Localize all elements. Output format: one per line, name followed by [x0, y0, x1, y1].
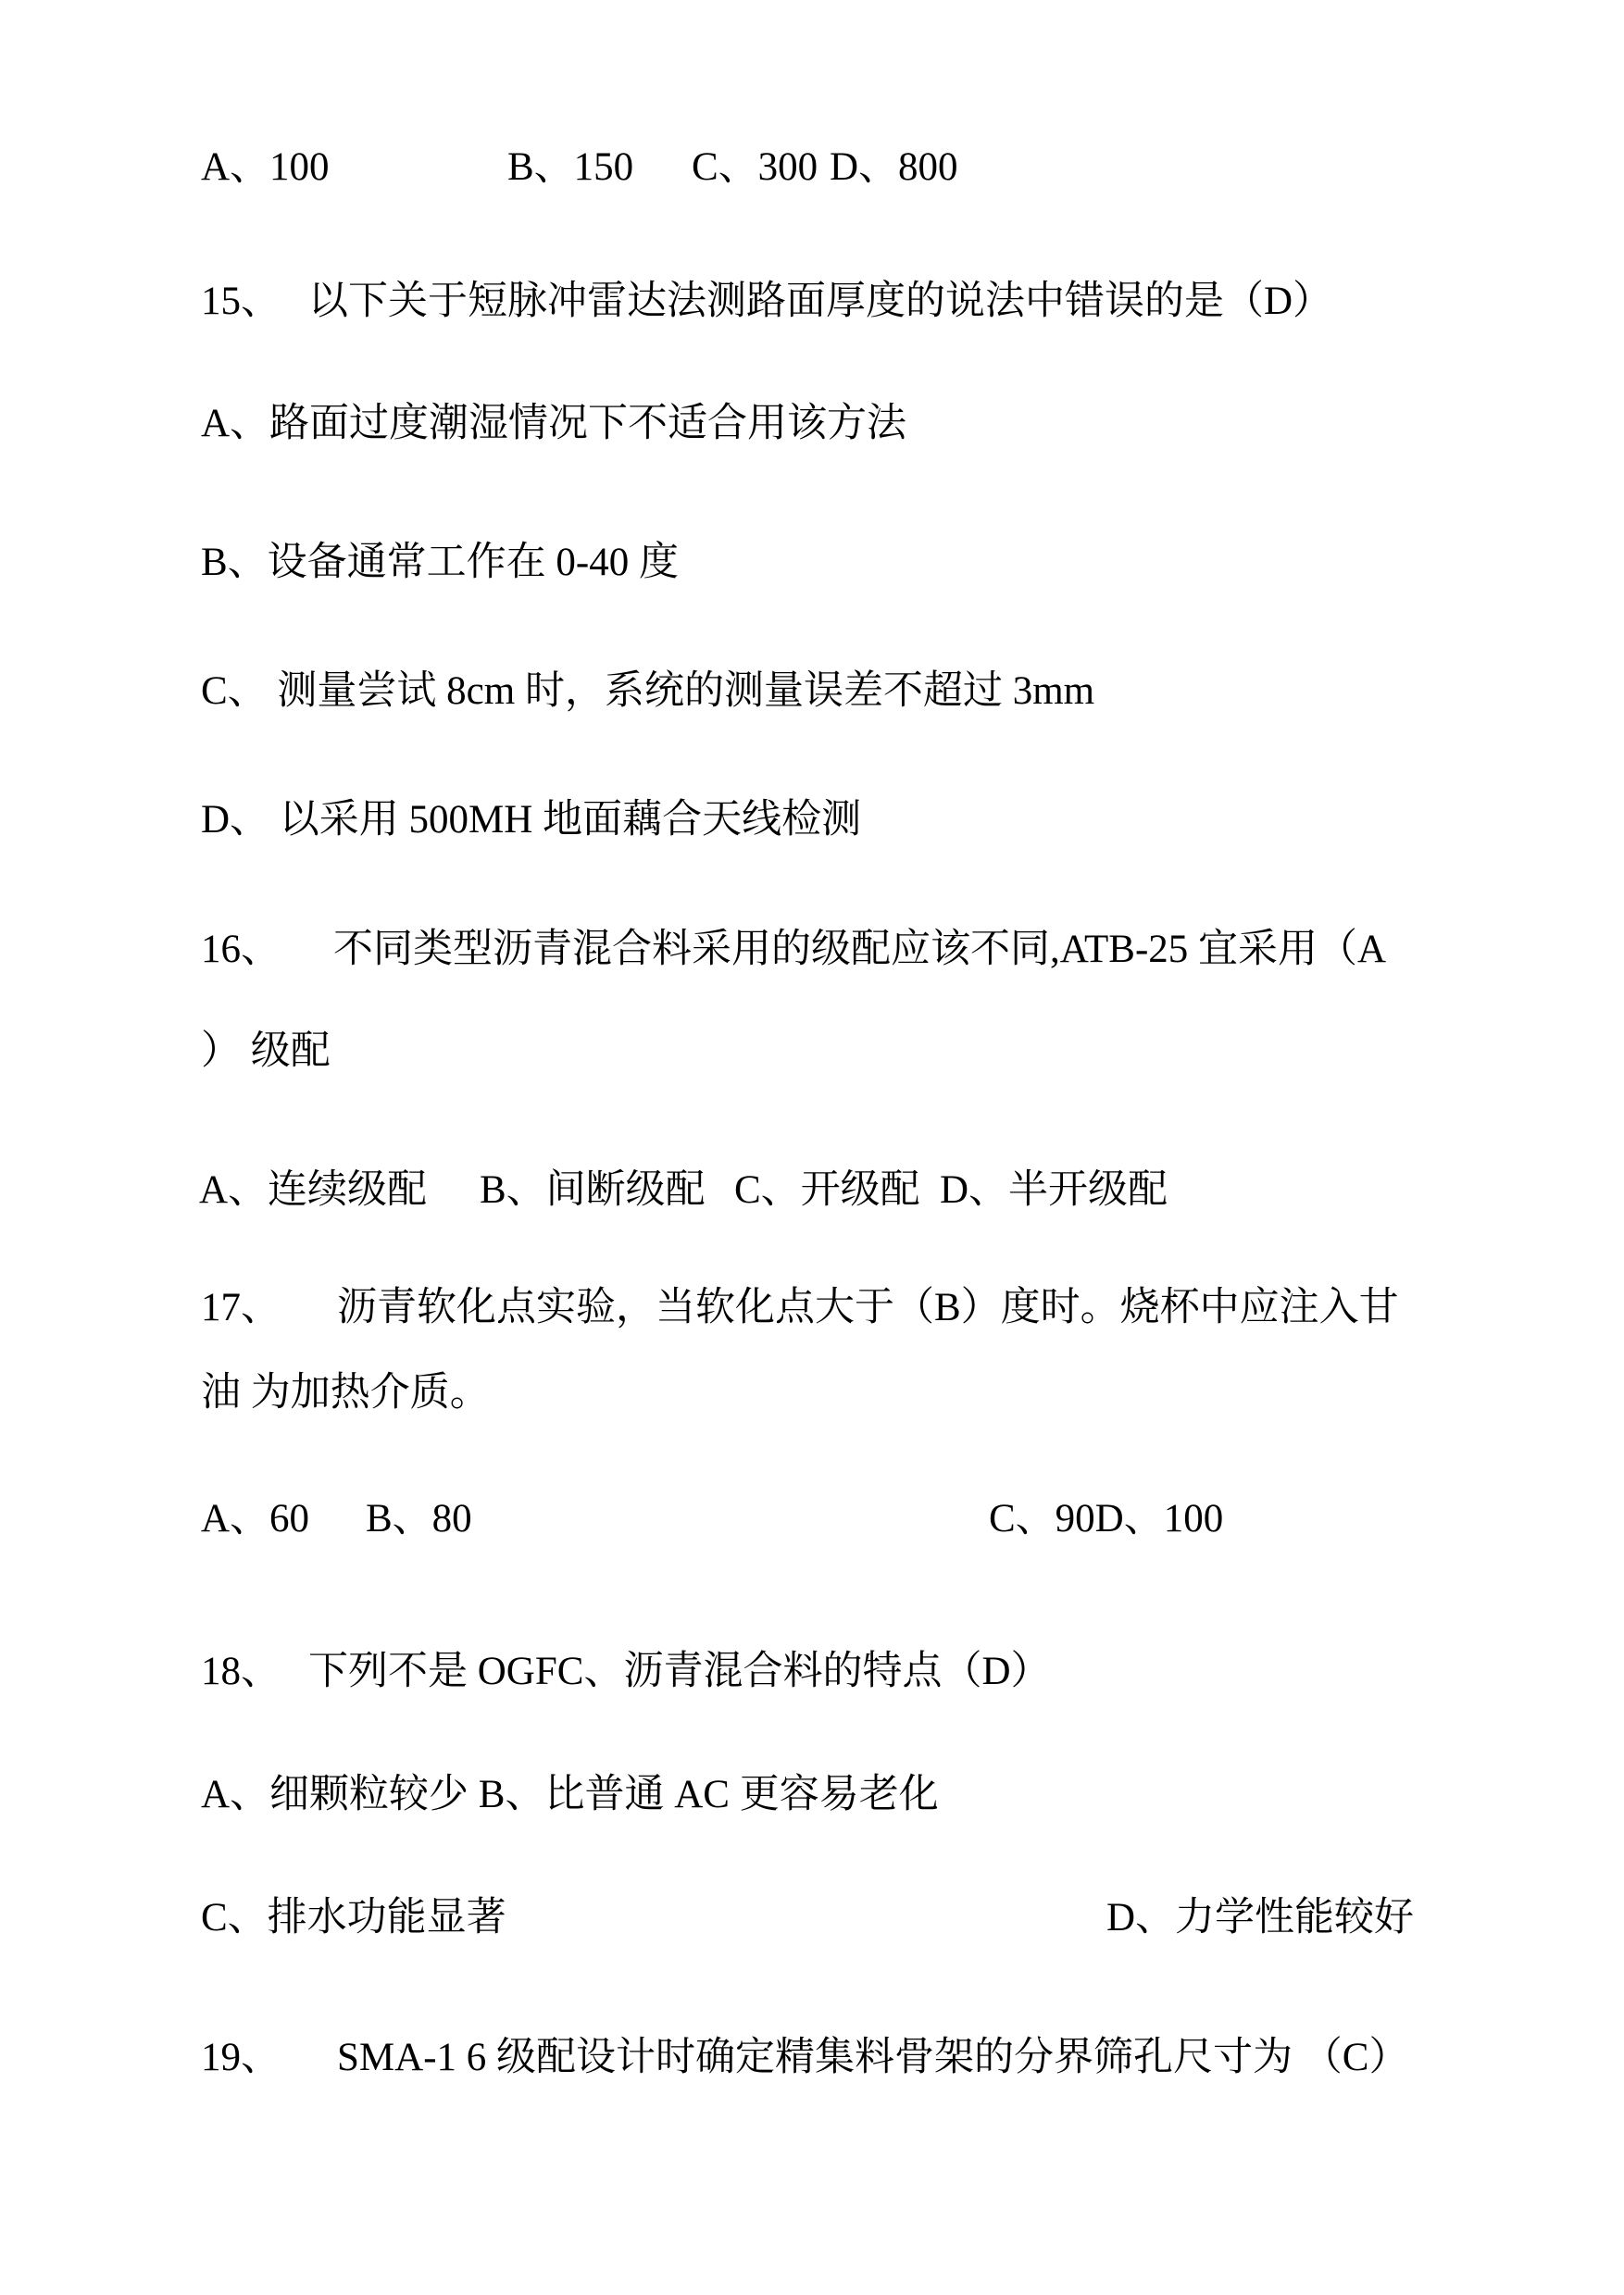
q17-stem-line1: 沥青软化点实验，当软化点大于（B）度时。烧杯中应注入甘: [337, 1286, 1399, 1329]
q18-stem: 下列不是 OGFC、沥青混合料的特点（D）: [308, 1650, 1051, 1693]
q18-number: 18、: [201, 1650, 281, 1693]
q17-number: 17、: [201, 1286, 281, 1329]
q15-number: 15、: [201, 280, 281, 323]
q18-options-ab: A、细颗粒较少 B、比普通 AC 更容易老化: [201, 1773, 939, 1816]
q17-stem-line2: 油 为加热介质。: [201, 1371, 490, 1415]
q17-option-cd: C、90D、100: [989, 1497, 1224, 1540]
q17-option-a: A、60: [201, 1497, 310, 1540]
q14-option-d: D、800: [830, 145, 958, 189]
q16-stem-line1: 不同类型沥青混合料采用的级配应该不同,ATB-25 宜采用（A: [333, 928, 1387, 971]
q16-number: 16、: [201, 928, 281, 971]
q19-stem: SMA-1 6 级配设计时确定精集料骨架的分界筛孔尺寸为 （C）: [337, 2036, 1409, 2079]
q15-option-a: A、路面过度潮湿情况下不适合用该方法: [201, 402, 907, 445]
q16-stem-line2: ） 级配: [201, 1029, 331, 1073]
q16-option-b: B、间断级配: [480, 1168, 706, 1212]
q16-option-d: D、半开级配: [940, 1168, 1168, 1212]
q15-stem: 以下关于短脉冲雷达法测路面厚度的说法中错误的是（D）: [308, 280, 1333, 323]
q15-option-d: D、 以采用 500MH 地面藕合天线检测: [201, 798, 862, 842]
q15-option-b: B、设备通常工作在 0-40 度: [201, 541, 679, 584]
q18-option-c: C、排水功能显著: [201, 1896, 506, 1940]
q16-option-c: C、开级配: [734, 1168, 920, 1212]
q19-number: 19、: [201, 2036, 281, 2079]
q15-option-c: C、 测量尝试 8cm 时，系统的测量误差不超过 3mm: [201, 669, 1095, 713]
q14-option-c: C、300: [692, 145, 818, 189]
q14-option-b: B、150: [507, 145, 634, 189]
q16-option-a: A、连续级配: [199, 1168, 428, 1212]
q17-option-b: B、80: [366, 1497, 472, 1540]
q18-option-d: D、力学性能较好: [1106, 1896, 1415, 1940]
q14-option-a: A、100: [201, 145, 330, 189]
